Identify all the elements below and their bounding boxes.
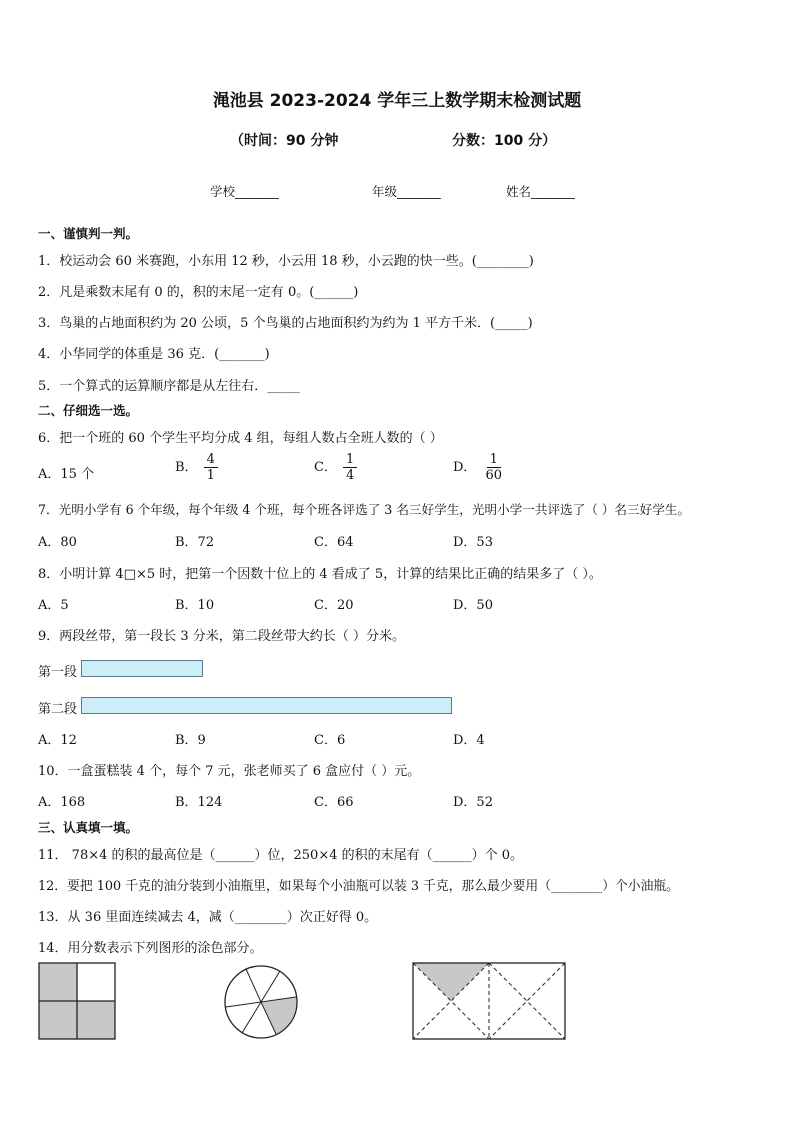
q10-option-b: B．124: [175, 795, 223, 810]
radius-line: [246, 969, 261, 1002]
ribbon-2-label: 第二段: [38, 702, 78, 717]
question-6: 6．把一个班的 60 个学生平均分成 4 组，每组人数占全班人数的（ ）: [38, 431, 443, 446]
fraction: [204, 452, 218, 483]
q9-option-c: C．6: [314, 733, 346, 748]
question-14: 14．用分数表示下列图形的涂色部分。: [38, 941, 263, 956]
q10-option-a: A．168: [38, 795, 86, 810]
q10-option-d: D．52: [453, 795, 493, 810]
shaded-quarter: [77, 1001, 115, 1039]
numerator: 4: [204, 452, 218, 468]
denominator: 1: [206, 468, 215, 483]
ribbon-1-label: 第一段: [38, 665, 78, 680]
question-12: 12．要把 100 千克的油分装到小油瓶里，如果每个小油瓶可以装 3 千克，那么最少要用（________）个小油瓶。: [38, 879, 679, 894]
shaded-sector: [261, 997, 296, 1034]
question-3: 3．鸟巢的占地面积约为 20 公顷，5 个鸟巢的占地面积约为约为 1 平方千米．(_____): [38, 316, 533, 331]
q6-option-b-label: B．: [175, 460, 198, 475]
q6-option-b: [175, 452, 218, 483]
question-13: 13．从 36 里面连续减去 4，减（________）次正好得 0。: [38, 910, 378, 925]
q8-option-a: A．5: [38, 598, 69, 613]
question-8: 8．小明计算 4□×5 时，把第一个因数十位上的 4 看成了 5，计算的结果比正确的结果多了（ ）。: [38, 567, 602, 582]
q7-option-b: B．72: [175, 535, 215, 550]
q9-option-a: A．12: [38, 733, 77, 748]
question-4: 4．小华同学的体重是 36 克．(_______): [38, 347, 270, 362]
shaded-rectangle-figure: [412, 962, 568, 1042]
question-10: 10．一盒蛋糕装 4 个，每个 7 元，张老师买了 6 盒应付（ ）元。: [38, 764, 421, 779]
exam-score: 分数：100 分）: [452, 133, 557, 149]
q8-option-d: D．50: [453, 598, 493, 613]
fraction: [482, 452, 505, 483]
denominator: 60: [485, 468, 502, 483]
school-field: 学校_______: [210, 184, 279, 199]
ribbon-1: [81, 660, 203, 677]
q7-option-d: D．53: [453, 535, 493, 550]
q9-option-d: D．4: [453, 733, 485, 748]
shaded-circle-figure: [220, 961, 302, 1043]
q6-option-d: [453, 452, 505, 483]
exam-time: （时间：90 分钟: [230, 133, 339, 149]
numerator: 1: [343, 452, 357, 468]
radius-line: [242, 1002, 261, 1033]
q7-option-c: C．64: [314, 535, 354, 550]
shaded-quarter: [39, 963, 77, 1001]
section-2-title: 二、仔细选一选。: [38, 403, 139, 418]
shaded-triangle: [413, 963, 489, 1001]
denominator: 4: [345, 468, 355, 483]
q8-option-c: C．20: [314, 598, 354, 613]
q8-option-b: B．10: [175, 598, 215, 613]
section-1-title: 一、谨慎判一判。: [38, 226, 139, 241]
grade-field: 年级_______: [372, 184, 441, 199]
numerator: 1: [487, 452, 501, 468]
question-7: 7．光明小学有 6 个年级，每个年级 4 个班，每个班各评选了 3 名三好学生，光明小学一共评选了（ ）名三好学生。: [38, 502, 690, 517]
fraction: [343, 452, 357, 483]
question-11: 11． 78×4 的积的最高位是（______）位，250×4 的积的末尾有（______）个 0。: [38, 848, 524, 863]
question-1: 1．校运动会 60 米赛跑，小东用 12 秒，小云用 18 秒，小云跑的快一些。(________): [38, 254, 534, 269]
question-9: 9．两段丝带，第一段长 3 分米，第二段丝带大约长（ ）分米。: [38, 629, 405, 644]
radius-line: [261, 971, 280, 1002]
q10-option-c: C．66: [314, 795, 354, 810]
q6-option-c: [314, 452, 357, 483]
question-2: 2．凡是乘数末尾有 0 的，积的末尾一定有 0。(______): [38, 285, 359, 300]
shaded-quarter: [39, 1001, 77, 1039]
q9-option-b: B．9: [175, 733, 206, 748]
shaded-square-figure: [38, 962, 118, 1042]
radius-line: [226, 1002, 261, 1007]
q6-option-d-label: D．: [453, 460, 477, 475]
question-5: 5．一个算式的运算顺序都是从左往右．_____: [38, 379, 300, 394]
name-field: 姓名_______: [506, 184, 575, 199]
ribbon-2: [81, 697, 452, 714]
q7-option-a: A．80: [38, 535, 77, 550]
page-title: 渑池县 2023-2024 学年三上数学期末检测试题: [212, 91, 582, 111]
section-3-title: 三、认真填一填。: [38, 820, 139, 835]
q6-option-a: A．15 个: [38, 467, 95, 482]
q6-option-c-label: C．: [314, 460, 337, 475]
